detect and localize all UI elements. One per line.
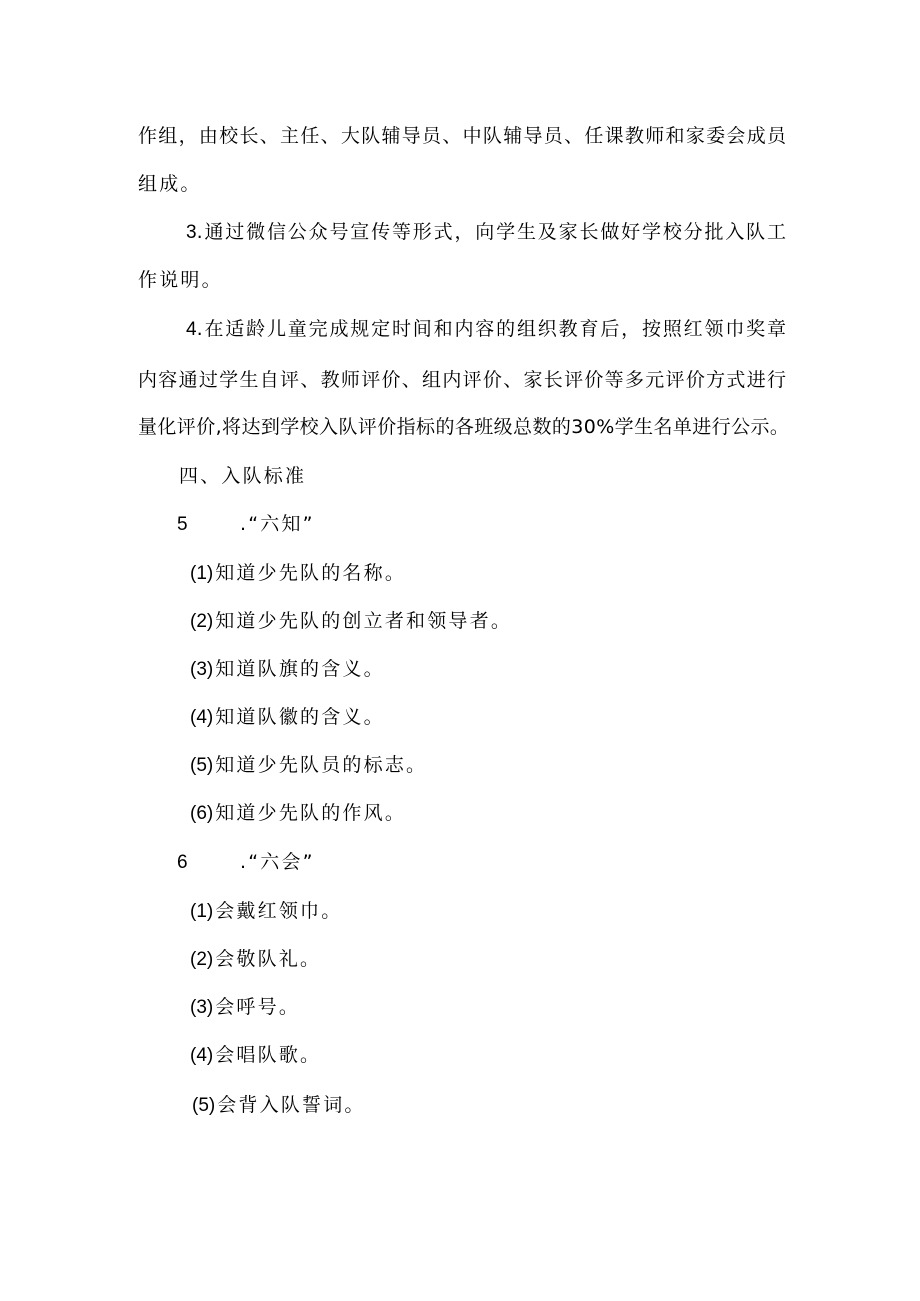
- item-number: 5: [177, 514, 188, 535]
- list-item: (5) 知道少先队员的标志。: [190, 754, 428, 776]
- paragraph-line: 组成。: [138, 173, 202, 195]
- list-item: (3) 知道队旗的含义。: [190, 658, 385, 680]
- item-title: .“六会”: [240, 851, 315, 873]
- list-item: (1) 知道少先队的名称。: [190, 562, 407, 584]
- list-item: (5) 会背入队誓词。: [192, 1094, 366, 1116]
- list-item: (3) 会呼号。: [190, 996, 301, 1018]
- list-item: (4) 会唱队歌。: [190, 1044, 322, 1066]
- item-text: .通过微信公众号宣传等形式，向学生及家长做好学校分批入队工: [196, 221, 786, 243]
- paragraph-line: 内容通过学生自评、教师评价、组内评价、家长评价等多元评价方式进行: [138, 369, 786, 391]
- item-number: 3: [186, 222, 197, 243]
- item-number: 4: [186, 319, 197, 340]
- item-3-line: [186, 220, 786, 245]
- list-item: (4) 知道队徽的含义。: [190, 706, 385, 728]
- section-heading: 四、入队标准: [179, 465, 307, 487]
- paragraph-line: 作说明。: [138, 269, 223, 291]
- paragraph-line: 作组，由校长、主任、大队辅导员、中队辅导员、任课教师和家委会成员: [138, 125, 786, 147]
- paragraph-line: 量化评价,将达到学校入队评价指标的各班级总数的30%学生名单进行公示。: [138, 416, 790, 438]
- item-title: .“六知”: [240, 513, 315, 535]
- item-number: 6: [177, 852, 188, 873]
- item-4-line: [186, 317, 786, 342]
- list-item: (1) 会戴红领巾。: [190, 900, 343, 922]
- list-item: (2) 会敬队礼。: [190, 948, 322, 970]
- item-5-heading: [177, 512, 315, 537]
- list-item: (2) 知道少先队的创立者和领导者。: [190, 610, 513, 632]
- list-item: (6) 知道少先队的作风。: [190, 802, 407, 824]
- item-6-heading: [177, 850, 315, 875]
- item-text: .在适龄儿童完成规定时间和内容的组织教育后，按照红领巾奖章: [196, 318, 786, 340]
